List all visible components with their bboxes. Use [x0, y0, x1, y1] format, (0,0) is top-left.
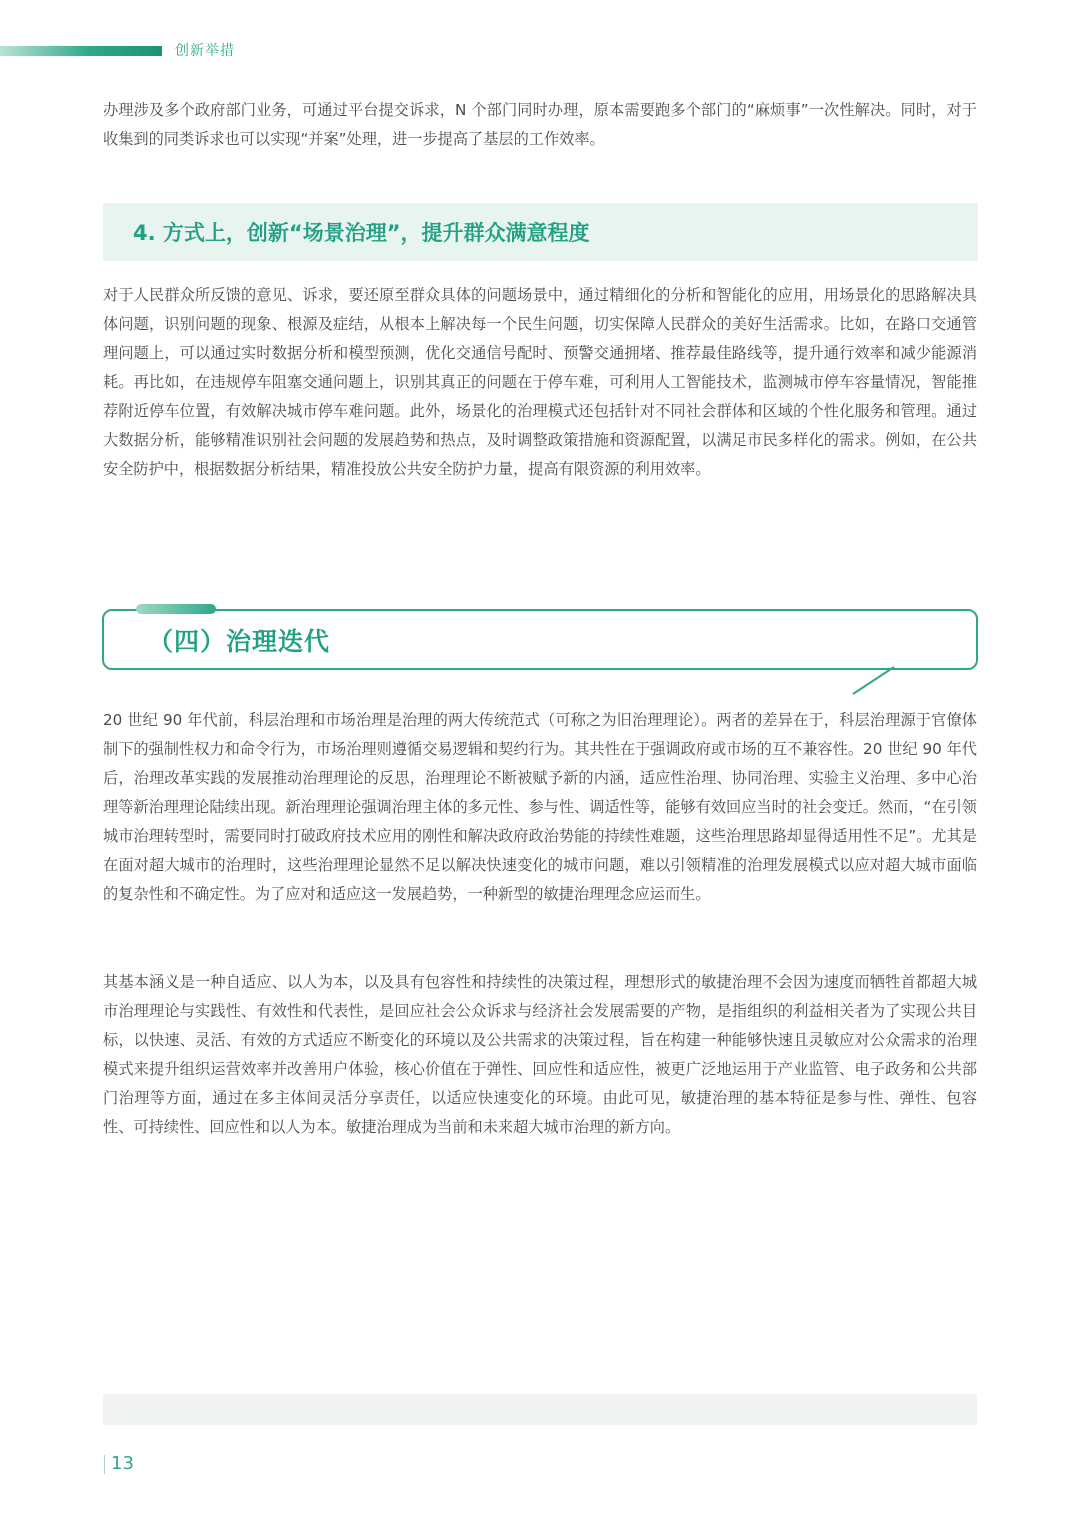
- section-title: （四）治理迭代: [148, 626, 331, 656]
- section-tab-decoration: [136, 604, 216, 614]
- subheading-title: 4. 方式上，创新“场景治理”，提升群众满意程度: [133, 221, 590, 245]
- speech-tail-decoration: [850, 666, 900, 698]
- body-paragraph-3: 20 世纪 90 年代前，科层治理和市场治理是治理的两大传统范式（可称之为旧治理理论）。两者的差异在于，科层治理源于官僚体制下的强制性权力和命令行为，市场治理则遵循交易逻辑和契约行为。其共性在于强调政府或市场的互不兼容性。20 世纪 90 年代后，治理改革实践的发展推动治理理论的反思，治理理论不断被赋予新的内涵，适应性治理、协同治理、实验主义治理、多中心治理等新治理理论陆续出现。新治理理论强调治理主体的多元性、参与性、调适性等，能够有效回应当时的社会变迁。然而，“在引领城市治理转型时，需要同时打破政府技术应用的刚性和解决政府政治势能的持续性难题，这些治理思路却显得适用性不足”。尤其是在面对超大城市的治理时，这些治理理论显然不足以解决快速变化的城市问题，难以引领精准的治理发展模式以应对超大城市面临的复杂性和不确定性。为了应对和适应这一发展趋势，一种新型的敏捷治理理念应运而生。: [103, 711, 977, 903]
- body-paragraph-2: 对于人民群众所反馈的意见、诉求，要还原至群众具体的问题场景中，通过精细化的分析和智能化的应用，用场景化的思路解决具体问题，识别问题的现象、根源及症结，从根本上解决每一个民生问题，切实保障人民群众的美好生活需求。比如，在路口交通管理问题上，可以通过实时数据分析和模型预测，优化交通信号配时、预警交通拥堵、推荐最佳路线等，提升通行效率和减少能源消耗。再比如，在违规停车阻塞交通问题上，识别其真正的问题在于停车难，可利用人工智能技术，监测城市停车容量情况，智能推荐附近停车位置，有效解决城市停车难问题。此外，场景化的治理模式还包括针对不同社会群体和区域的个性化服务和管理。通过大数据分析，能够精准识别社会问题的发展趋势和热点，及时调整政策措施和资源配置，以满足市民多样化的需求。例如，在公共安全防护中，根据数据分析结果，精准投放公共安全防护力量，提高有限资源的利用效率。: [103, 286, 977, 478]
- section-heading-box: [102, 609, 978, 670]
- body-paragraph-4: 其基本涵义是一种自适应、以人为本，以及具有包容性和持续性的决策过程，理想形式的敏捷治理不会因为速度而牺牲首都超大城市治理理论与实践性、有效性和代表性，是回应社会公众诉求与经济社会发展需要的产物，是指组织的利益相关者为了实现公共目标，以快速、灵活、有效的方式适应不断变化的环境以及公共需求的决策过程，旨在构建一种能够快速且灵敏应对公众需求的治理模式来提升组织运营效率并改善用户体验，核心价值在于弹性、回应性和适应性，被更广泛地运用于产业监管、电子政务和公共部门治理等方面，通过在多主体间灵活分享责任，以适应快速变化的环境。由此可见，敏捷治理的基本特征是参与性、弹性、包容性、可持续性、回应性和以人为本。敏捷治理成为当前和未来超大城市治理的新方向。: [103, 973, 977, 1136]
- running-header: 创新举措: [175, 43, 235, 59]
- footer-band: [103, 1394, 977, 1425]
- body-paragraph-1: 办理涉及多个政府部门业务，可通过平台提交诉求，N 个部门同时办理，原本需要跑多个部门的“麻烦事”一次性解决。同时，对于收集到的同类诉求也可以实现“并案”处理，进一步提高了基层的工作效率。: [103, 101, 977, 148]
- header-accent-bar: [0, 46, 162, 56]
- page-number: 13: [111, 1453, 134, 1474]
- page-number-divider: [104, 1455, 105, 1474]
- subheading-box: [103, 203, 978, 261]
